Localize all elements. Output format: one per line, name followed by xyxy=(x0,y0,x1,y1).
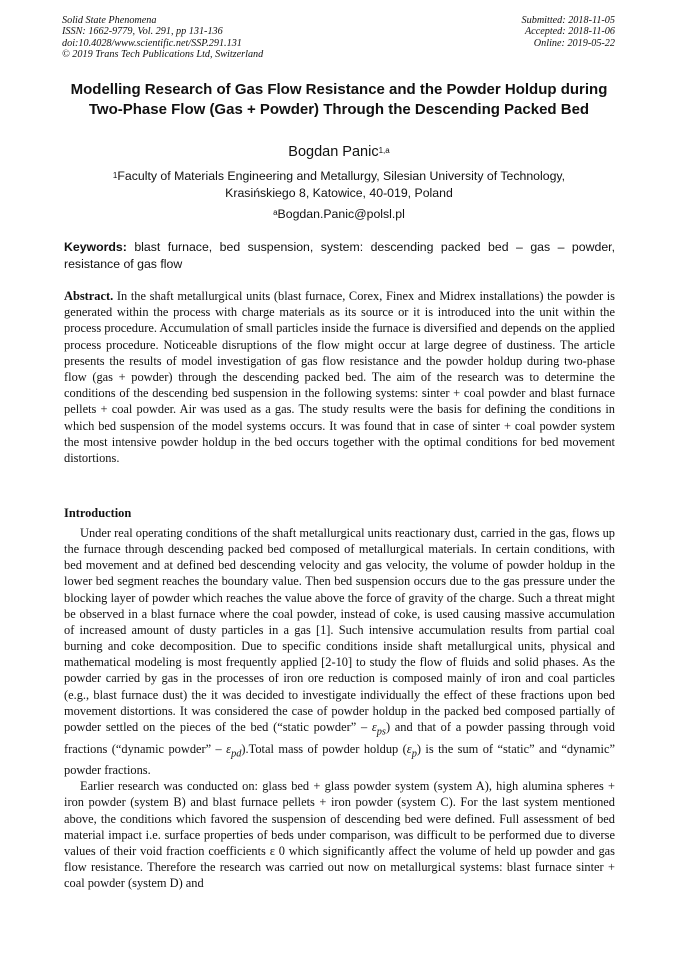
issn-line: ISSN: 1662-9779, Vol. 291, pp 131-136 xyxy=(62,26,223,38)
author-email xyxy=(0,206,678,222)
doi-line[interactable]: doi:10.4028/www.scientific.net/SSP.291.131 xyxy=(62,37,242,49)
symbol-eps-pd xyxy=(226,741,242,759)
symbol-epsilon: ε xyxy=(406,741,412,756)
paragraph-text: ).Total mass of powder holdup ( xyxy=(241,741,407,756)
keywords-label: Keywords: xyxy=(64,240,127,254)
accepted-date: Accepted: 2018-11-06 xyxy=(524,26,615,38)
introduction-body xyxy=(64,525,615,891)
symbol-subscript: pd xyxy=(231,747,242,759)
introduction-paragraph-1 xyxy=(64,525,615,778)
paragraph-text: ) is the sum of “static” and “dynamic” powder fractions. xyxy=(64,741,615,778)
introduction-paragraph-2: Earlier research was conducted on: glass bed + glass powder system (system A), high alumina spheres + iron powder (system B) and blast furnace pellets + iron powder (system C). For the last system mentioned above, the conditions which favored the suspension of descending bed were defined. Full assessment of bed material impact i.e. surface properties of beds under comparison, was difficult to be performed due to diverse values of their void fraction coefficients ε 0 which significantly affect the volume of held up powder and gas flow resistance. Therefore the research was carried out now on metallurgical systems: blast furnace sinter + coal powder (system D) and xyxy=(64,779,615,891)
section-heading-introduction: Introduction xyxy=(64,506,132,520)
author-name: Bogdan Panic xyxy=(288,144,379,160)
journal-name: Solid State Phenomena xyxy=(62,15,157,26)
affiliation xyxy=(80,168,598,202)
email-mark: a xyxy=(273,208,278,217)
copyright-line: © 2019 Trans Tech Publications Ltd, Switzerland xyxy=(62,49,264,61)
author-line xyxy=(0,143,678,161)
publication-info xyxy=(62,15,263,61)
symbol-epsilon: ε xyxy=(371,719,377,734)
abstract-label: Abstract. xyxy=(64,289,114,303)
keywords-text: blast furnace, bed suspension, system: descending packed bed – gas – powder, resistance of gas flow xyxy=(64,240,615,271)
affiliation-mark: 1 xyxy=(112,171,118,180)
symbol-eps-ps xyxy=(371,719,386,738)
publication-dates xyxy=(522,15,615,49)
symbol-eps-p xyxy=(406,741,417,759)
submitted-date: Submitted: 2018-11-05 xyxy=(521,15,615,26)
symbol-subscript: ps xyxy=(376,726,386,738)
symbol-epsilon: ε xyxy=(226,741,232,756)
paper-title: Modelling Research of Gas Flow Resistance and the Powder Holdup during Two-Phase Flow (Gas + Powder) Through the Descending Packed Bed xyxy=(70,81,608,118)
online-date: Online: 2019-05-22 xyxy=(533,37,615,49)
paragraph-text: Under real operating conditions of the shaft metallurgical units reactionary dust, carried in the gas, flows up the furnace through descending packed bed composed of metallurgical materials. In certain conditions, with bed movement and at defined bed descending velocity and gas velocity, the volume of powder holdup in the lower bed segment reaches the boundary value. Then bed suspension occurs due to the gas pressure under the blocking layer of powder which reaches the value above the force of gravity of the charge. Such a threat might be observed in a blast furnace where the coal powder, instead of coke, is used causing massive accumulation of increased amount of dusty particles in a gas [1]. Such intensive accumulation results from partial coal burning and coke decomposition. Due to specific conditions inside shaft metallurgical units, physical and mathematical modeling is most frequently applied [2-10] to study the flow of fluids and solid phases. As the powder carried by gas in the processes of iron ore reduction is composed mainly of iron and coal particles (e.g., blast furnace dust) the it was decided to investigate individually the effect of these fractions upon bed movement distortions. It was considered the case of powder holdup in the packed bed composed partially of powder settled on the pieces of the bed (“static powder” – xyxy=(64,526,615,734)
abstract xyxy=(64,288,615,466)
paragraph-text: ) and that of a powder passing through void fractions (“dynamic powder” – xyxy=(64,719,615,756)
email-address[interactable]: Bogdan.Panic@polsl.pl xyxy=(277,207,405,221)
abstract-text: In the shaft metallurgical units (blast furnace, Corex, Finex and Midrex installations) the powder is generated within the process with charge materials as its source or it is introduced into the unit within the process procedure. Accumulation of small particles inside the furnace is diversified and depends on the applied process procedure. Noticeable disruptions of the flow might occur at large degree of dustiness. The article presents the results of model investigation of gas flow resistance and the powder holdup during two-phase flow (gas + powder) through the descending packed bed. The aim of the research was to determine the conditions of the descending bed suspension in the following systems: sinter + coal powder and blast furnace pellets + coal powder. Air was used as a gas. The study results were the basis for defining the conditions in which bed suspension of the model systems occurs. It was found that in case of sinter + coal powder system the most intensive powder holdup in the bed occurs together with the optimal conditions for bed movement distortions. xyxy=(64,289,615,466)
affiliation-line-2: Krasińskiego 8, Katowice, 40-019, Poland xyxy=(225,186,453,200)
keywords xyxy=(64,239,615,272)
affiliation-line-1: Faculty of Materials Engineering and Metallurgy, Silesian University of Technology, xyxy=(117,169,566,183)
author-affiliation-mark: 1,a xyxy=(378,146,390,155)
symbol-subscript: p xyxy=(411,747,417,759)
